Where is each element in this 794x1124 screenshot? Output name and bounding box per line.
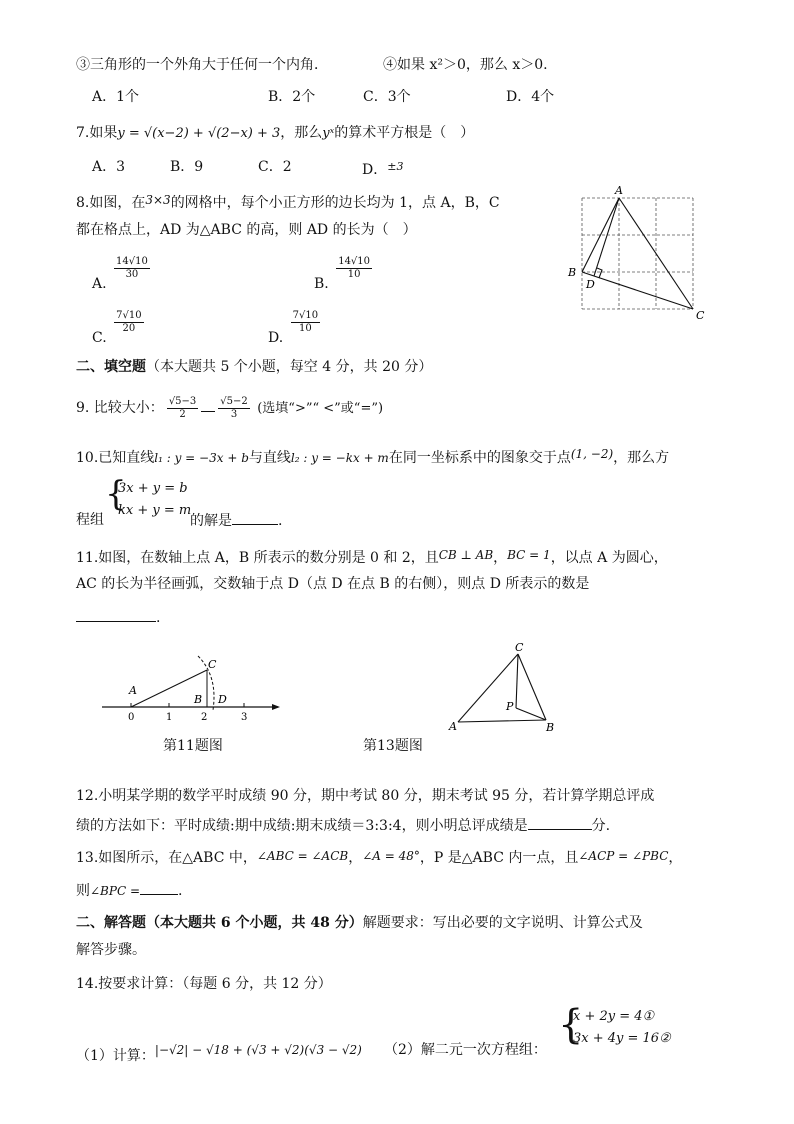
q8-option-c-den: 20 (122, 323, 136, 334)
q14-part-1-expr: |−√2| − √18 + (√3 + √2)(√3 − √2) (154, 1043, 362, 1057)
q13-label-p: P (506, 700, 514, 713)
q9-suffix: (选填“>”“ <”或“=”) (257, 401, 384, 416)
q11-tick-0: 0 (128, 712, 135, 723)
option-b: B．2个 (268, 89, 316, 105)
q8-label-d: D (586, 278, 595, 291)
q10-middle: 与直线 (248, 450, 291, 466)
q8-option-a-den: 30 (125, 269, 139, 280)
section-2-desc: （本大题共 5 个小题，每空 4 分，共 20 分） (146, 359, 433, 375)
question-13-line2 (76, 880, 182, 901)
q8-grid-size: 3×3 (145, 193, 171, 207)
question-10-line1 (76, 444, 669, 468)
q13-cond-2: ∠A = 48° (362, 849, 420, 863)
q13-cond-3: ∠ACP = ∠PBC (578, 849, 669, 863)
option-c: C．3个 (363, 89, 411, 105)
q7-expr: yˣ (322, 126, 335, 141)
q7-prefix: 7.如果 (76, 125, 118, 141)
q13-caption: 第13题图 (363, 738, 423, 754)
section-3-header (76, 913, 643, 933)
question-11-line2: AC 的长为半径画弧，交数轴于点 D（点 D 在点 B 的右侧），则点 D 所表示的数是 (76, 576, 590, 592)
q8-option-b-den: 10 (347, 269, 361, 280)
q8-option-d-frac (291, 310, 320, 335)
section-2-header (76, 357, 432, 377)
q8-option-b-label: B. (314, 276, 329, 292)
q8-label-b: B (568, 266, 577, 279)
section-3-desc: 解题要求：写出必要的文字说明、计算公式及 (362, 915, 643, 931)
q8-option-b-num: 14√10 (338, 256, 371, 267)
q13-label-a: A (449, 720, 457, 733)
q8-grid-figure (560, 182, 720, 324)
q11-cond-1: CB ⊥ AB (438, 548, 494, 562)
q11-label-d: D (218, 693, 227, 706)
q10-eq-2: kx + y = m (118, 503, 192, 518)
q13-label-c: C (515, 641, 524, 654)
q13-end: . (178, 883, 183, 899)
q10-line2-prefix: 程组 (76, 512, 104, 528)
q13-cond-1: ∠ABC = ∠ACB (256, 849, 349, 863)
question-8-line2: 都在格点上，AD 为△ABC 的高，则 AD 的长为（ ） (76, 222, 417, 238)
q10-line-2: l₂ : y = −kx + m (290, 451, 389, 465)
q11-tick-1: 1 (166, 712, 173, 723)
q12-unit: 分. (591, 818, 611, 834)
q13-prefix: 13.如图所示，在△ABC 中， (76, 850, 257, 866)
q8-option-d-label: D. (268, 330, 284, 346)
q11-caption: 第11题图 (163, 738, 223, 754)
q9-answer-blank[interactable] (201, 397, 215, 412)
q8-label-c: C (696, 309, 705, 322)
q14-part-2-label: （2）解二元一次方程组： (384, 1042, 547, 1058)
q8-option-a-num: 14√10 (116, 256, 148, 267)
q7-option-d (362, 157, 403, 180)
q10-suffix-b: ，那么方 (613, 450, 670, 466)
q11-line1-a: 11.如图，在数轴上点 A，B 所表示的数分别是 0 和 2，且 (76, 550, 439, 566)
q11-label-a: A (129, 684, 137, 697)
question-14-title: 14.按要求计算：（每题 6 分，共 12 分） (76, 976, 332, 992)
q9-frac-2 (218, 396, 249, 421)
q7-option-b: B．9 (170, 159, 204, 175)
q8-option-c (92, 310, 147, 348)
q10-point: (1, −2) (570, 447, 614, 461)
q14-part-1-label: （1）计算： (76, 1048, 155, 1064)
q11-end: . (156, 610, 161, 626)
q11-label-b: B (194, 693, 203, 706)
q11-label-c: C (208, 658, 217, 671)
q8-option-c-num: 7√10 (116, 310, 142, 321)
option-d: D．4个 (506, 89, 555, 105)
q8-option-b-frac (336, 256, 372, 281)
statement-3: ③三角形的一个外角大于任何一个内角． (76, 57, 328, 73)
question-11-line1: 11.如图，在数轴上点 A，B 所表示的数分别是 0 和 2，且CB ⊥ AB，BC = 1，以点 A 为圆心， (76, 548, 668, 566)
question-13-line1: 13.如图所示，在△ABC 中，∠ABC = ∠ACB，∠A = 48°，P 是△ABC 内一点，且∠ACP = ∠PBC， (76, 849, 683, 866)
q13-triangle-figure (444, 640, 564, 736)
q7-option-a: A．3 (92, 159, 126, 175)
q11-tick-2: 2 (201, 712, 208, 723)
q8-option-a-frac (114, 256, 150, 281)
q7-option-c: C．2 (258, 159, 292, 175)
q9-frac-1-num: √5−3 (168, 395, 197, 407)
q13-answer-blank[interactable] (140, 880, 178, 895)
q7-equation: y = √(x−2) + √(2−x) + 3 (117, 126, 281, 141)
q8-option-b (314, 256, 375, 294)
q8-option-a-label: A. (92, 276, 107, 292)
q11-answer-blank[interactable] (76, 607, 156, 622)
question-8-line1 (76, 190, 500, 213)
q7-option-d-value: ±3 (387, 160, 404, 173)
q13-label-b: B (546, 721, 555, 734)
question-12-line2 (76, 815, 610, 836)
q8-option-c-label: C. (92, 330, 107, 346)
q9-frac-1-den: 2 (179, 408, 186, 420)
q8-line1-a: 8.如图，在 (76, 195, 146, 211)
q8-option-d-den: 10 (299, 323, 312, 334)
q11-cond-2: BC = 1 (507, 548, 551, 562)
q11-tick-3: 3 (241, 712, 248, 723)
q8-line1-b: 的网格中，每个小正方形的边长均为 1，点 A，B，C (170, 195, 500, 211)
statement-4: ④如果 x²＞0，那么 x＞0. (383, 57, 548, 73)
q8-option-a (92, 256, 153, 294)
q10-line2-suffix (190, 510, 282, 531)
question-7 (76, 123, 474, 144)
question-12-line1: 12.小明某学期的数学平时成绩 90 分，期中考试 80 分，期末考试 95 分，若计算学期总评成 (76, 788, 655, 804)
q8-label-a: A (615, 184, 623, 197)
q7-middle: ，那么 (280, 125, 323, 141)
q8-option-d-num: 7√10 (292, 310, 319, 321)
q10-system-brace: { (105, 474, 127, 514)
q12-line2-text: 绩的方法如下：平时成绩:期中成绩:期末成绩＝3:3:4，则小明总评成绩是 (76, 818, 528, 834)
q10-line-1: l₁ : y = −3x + b (154, 451, 249, 465)
q13-line2-prefix: 则 (76, 883, 90, 899)
q13-mid: ，P 是△ABC 内一点，且 (419, 850, 579, 866)
q10-end: . (278, 513, 283, 529)
q10-prefix: 10.已知直线 (76, 450, 155, 466)
q9-prefix: 9. 比较大小： (76, 400, 164, 416)
q10-answer-blank[interactable] (232, 510, 278, 525)
q9-frac-2-num: √5−2 (220, 395, 248, 407)
q10-suffix2: 的解是 (190, 513, 232, 529)
q12-answer-blank[interactable] (528, 815, 592, 830)
q14-eq-2: 3x + 4y = 16② (573, 1031, 671, 1046)
question-11-line3 (76, 607, 160, 628)
q7-suffix: 的算术平方根是（ ） (334, 125, 475, 141)
q8-option-d (268, 310, 323, 348)
q14-eq-1: x + 2y = 4① (573, 1009, 655, 1024)
q13-ask: ∠BPC = (90, 884, 140, 898)
question-9 (76, 395, 383, 422)
option-a: A．1个 (92, 89, 140, 105)
q14-system-brace: { (558, 1002, 584, 1048)
q10-suffix-a: 在同一坐标系中的图象交于点 (388, 450, 571, 466)
q9-frac-1 (167, 396, 198, 421)
q11-line1-b: ，以点 A 为圆心， (550, 550, 668, 566)
section-2-title: 二、填空题 (76, 359, 146, 375)
q7-option-d-label: D． (362, 162, 388, 178)
q10-eq-1: 3x + y = b (118, 481, 188, 496)
q8-option-c-frac (114, 310, 143, 335)
section-3-desc-2: 解答步骤。 (76, 942, 146, 958)
q14-part-1 (76, 1040, 362, 1066)
section-3-title: 二、解答题（本大题共 6 个小题，共 48 分） (76, 915, 363, 931)
q9-frac-2-den: 3 (230, 408, 238, 420)
q11-number-line-figure (96, 648, 296, 728)
